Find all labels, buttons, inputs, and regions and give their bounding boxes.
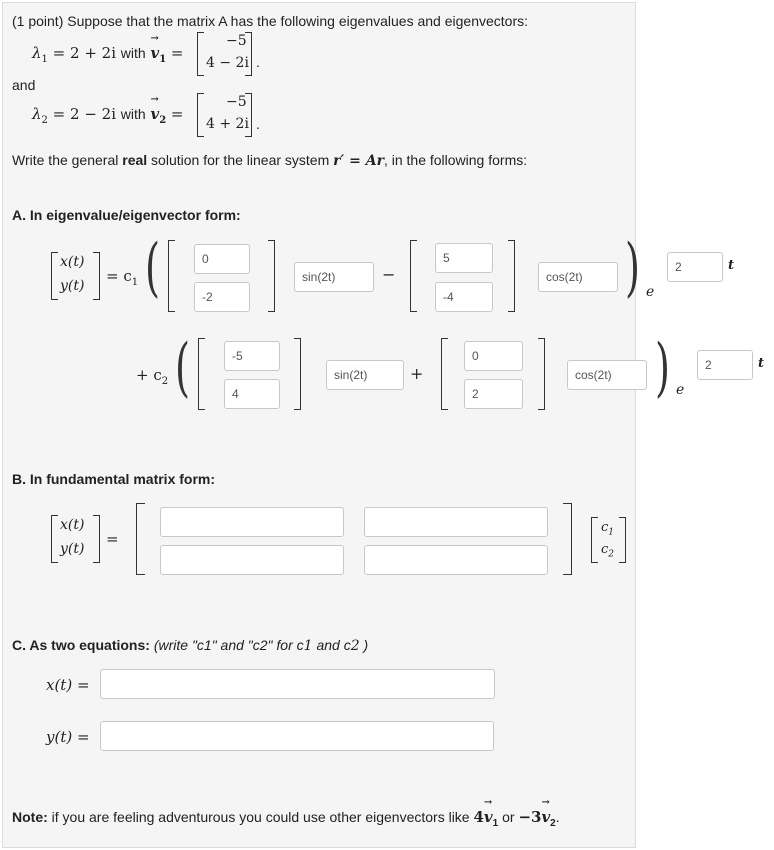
a-r2-t: t	[758, 356, 765, 371]
a-row2-close-paren: )	[654, 331, 670, 405]
a-r2-vec1-top-input[interactable]: -5	[224, 341, 280, 371]
b-m21-input[interactable]	[160, 545, 344, 575]
v2-symbol: v →	[150, 105, 159, 123]
a-r2-vec2-top-input[interactable]: 0	[464, 341, 523, 371]
a-r2-vec1-bottom-input[interactable]: 4	[224, 379, 280, 409]
part-b-heading: B. In fundamental matrix form:	[12, 471, 216, 487]
b-yt: y(t)	[60, 541, 85, 557]
a-r2-exponent-input[interactable]: 2	[697, 350, 753, 380]
lambda2-equation: $\lambda_2 = 2 - 2i$ with $v \to_2$ =	[32, 105, 184, 126]
a-row1-close-paren: )	[624, 231, 640, 305]
b-matrix-right-bracket	[563, 503, 572, 575]
lambda2-value: = 2 − 2i	[52, 105, 116, 123]
a-yt: y(t)	[60, 278, 85, 294]
a-row2-open-paren: (	[174, 331, 190, 405]
note-text: Note: if you are feeling adventurous you could use other eigenvectors like $4v \to_1$ or $-3v \to_2$.	[12, 808, 560, 829]
lambda1-symbol: λ	[32, 44, 42, 62]
a-r2-func2-input[interactable]: cos(2t)	[567, 360, 647, 390]
a-r1-exponent-input[interactable]: 2	[667, 252, 723, 282]
v2-bottom: 4 + 2i	[206, 116, 249, 132]
a-r1-vec2-bottom-input[interactable]: -4	[435, 282, 493, 312]
a-eq-c1: = $c_1$	[106, 267, 139, 288]
instruction-text: Write the general real solution for the linear system r′ = Ar, in the following forms:	[12, 152, 528, 169]
b-xt: x(t)	[60, 517, 85, 533]
a-r1-func2-input[interactable]: cos(2t)	[538, 262, 618, 292]
lambda1-equation: $\lambda_1 = 2 + 2i$ with $v \to_1$ =	[32, 44, 184, 65]
v2-right-bracket	[245, 93, 252, 137]
b-m22-input[interactable]	[364, 545, 548, 575]
v1-right-bracket	[245, 32, 252, 76]
lambda1-sub: 1	[41, 54, 48, 65]
a-r1-vec1-bottom-input[interactable]: -2	[194, 282, 250, 312]
a-r1-vec2-top-input[interactable]: 5	[435, 243, 493, 273]
lambda1-value: = 2 + 2i	[52, 44, 116, 62]
a-xt: x(t)	[60, 254, 85, 270]
v2-left-bracket	[197, 93, 204, 137]
a-r1v2-left-bracket	[410, 240, 417, 312]
b-lhs-left-bracket	[51, 515, 58, 563]
v1-symbol: v →	[150, 44, 159, 62]
a-r1-minus: −	[382, 265, 396, 284]
a-r2v1-left-bracket	[198, 338, 205, 410]
a-row1-open-paren: (	[144, 231, 160, 305]
part-c-heading: C. As two equations: (write "c1" and "c2" for c1 and c2 )	[12, 637, 369, 654]
a-r2v1-right-bracket	[294, 338, 301, 410]
v2-top: −5	[226, 94, 247, 110]
a-r2-plus: +	[410, 364, 424, 383]
v1-sub: 1	[159, 54, 167, 65]
a-r1v2-right-bracket	[508, 240, 515, 312]
with-label-2: with	[120, 106, 146, 122]
c-y-label: y(t) =	[46, 728, 90, 746]
lambda2-sub: 2	[41, 115, 48, 126]
problem-intro: (1 point) Suppose that the matrix A has the following eigenvalues and eigenvectors:	[12, 13, 528, 29]
a-r1-e: e	[646, 284, 655, 300]
a-r1v1-left-bracket	[168, 240, 175, 312]
lambda2-symbol: λ	[32, 105, 42, 123]
v1-top: −5	[226, 33, 247, 49]
v1-period: .	[256, 54, 260, 70]
b-lhs-right-bracket	[93, 515, 100, 563]
a-r2-e: e	[676, 382, 685, 398]
b-c-right-bracket	[619, 517, 626, 563]
b-m11-input[interactable]	[160, 507, 344, 537]
a-lhs-left-bracket	[51, 252, 58, 300]
b-eq: =	[106, 530, 119, 548]
and-label: and	[12, 77, 36, 93]
a-r1-func1-input[interactable]: sin(2t)	[294, 262, 374, 292]
c-x-label: x(t) =	[46, 676, 90, 694]
a-r1-t: t	[728, 258, 735, 273]
v2-period: .	[256, 116, 260, 132]
b-c2: $c_2$	[601, 542, 615, 560]
with-label-1: with	[120, 45, 146, 61]
b-c-left-bracket	[591, 517, 598, 563]
v1-left-bracket	[197, 32, 204, 76]
c-x-input[interactable]	[100, 669, 495, 699]
a-r2v2-left-bracket	[441, 338, 448, 410]
a-r2v2-right-bracket	[538, 338, 545, 410]
v1-bottom: 4 − 2i	[206, 55, 249, 71]
b-c1: $c_1$	[601, 520, 615, 538]
a-plus-c2: + $c_2$	[136, 366, 169, 387]
a-lhs-right-bracket	[93, 252, 100, 300]
a-r2-vec2-bottom-input[interactable]: 2	[464, 379, 523, 409]
a-r2-func1-input[interactable]: sin(2t)	[326, 360, 404, 390]
b-matrix-left-bracket	[136, 503, 145, 575]
b-m12-input[interactable]	[364, 507, 548, 537]
part-a-heading: A. In eigenvalue/eigenvector form:	[12, 207, 241, 223]
v2-sub: 2	[159, 115, 167, 126]
a-r1v1-right-bracket	[268, 240, 275, 312]
c-y-input[interactable]	[100, 721, 494, 751]
a-r1-vec1-top-input[interactable]: 0	[194, 244, 250, 274]
